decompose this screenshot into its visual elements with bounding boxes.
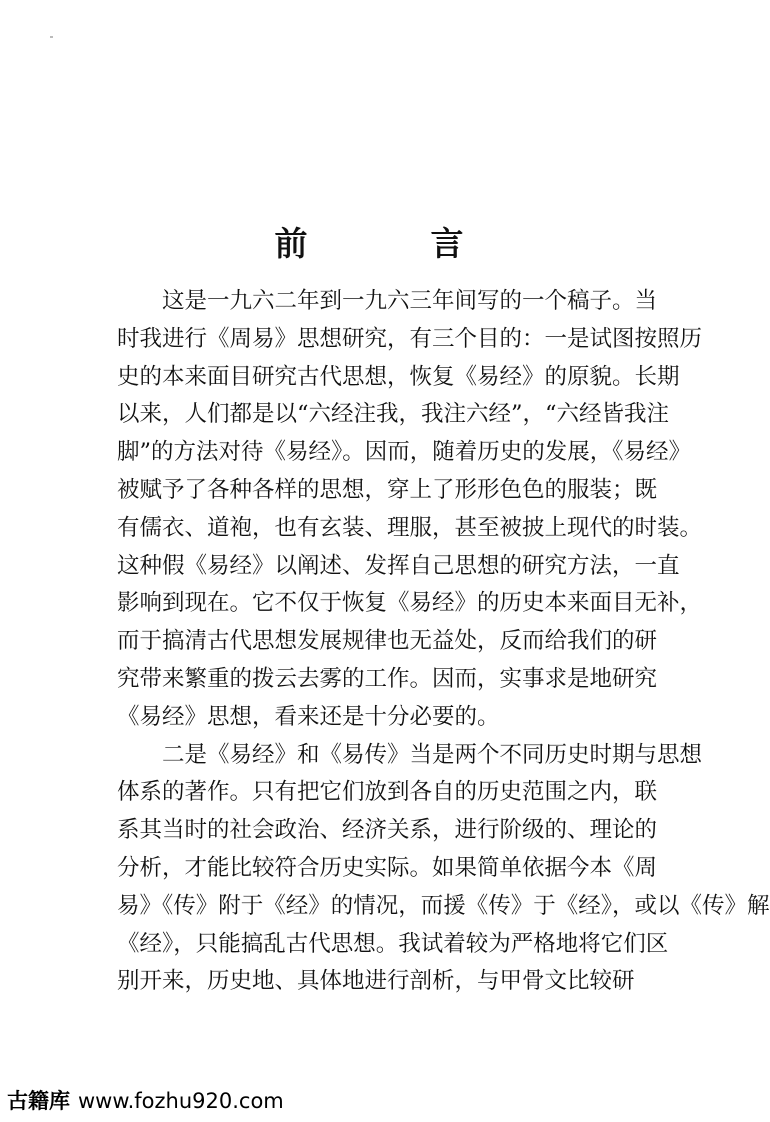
text-line: 分析，才能比较符合历史实际。如果简单依据今本《周 — [117, 854, 658, 881]
text-line: 体系的著作。只有把它们放到各自的历史范围之内，联 — [117, 779, 658, 806]
scan-speck — [50, 36, 53, 38]
text-line: 究带来繁重的拨云去雾的工作。因而，实事求是地研究 — [117, 665, 658, 692]
text-line: 被赋予了各种各样的思想，穿上了形形色色的服装；既 — [117, 476, 658, 503]
text-line: 以来，人们都是以“六经注我，我注六经”，“六经皆我注 — [117, 401, 670, 428]
text-line: 系其当时的社会政治、经济关系，进行阶级的、理论的 — [117, 817, 658, 844]
text-line: 而于搞清古代思想发展规律也无益处，反而给我们的研 — [117, 628, 658, 655]
text-line: 脚”的方法对待《易经》。因而，随着历史的发展，《易经》 — [117, 439, 692, 466]
paragraph-2 — [117, 737, 770, 1002]
paragraph-1 — [117, 283, 703, 737]
text-line: 别开来，历史地、具体地进行剖析，与甲骨文比较研 — [117, 968, 635, 995]
page-title: 前 言 — [274, 224, 509, 263]
text-line: 《易经》思想，看来还是十分必要的。 — [117, 703, 500, 730]
text-line: 时我进行《周易》思想研究，有三个目的：一是试图按照历 — [117, 325, 703, 352]
text-line: 影响到现在。它不仅于恢复《易经》的历史本来面目无补， — [117, 590, 703, 617]
text-line: 这种假《易经》以阐述、发挥自己思想的研究方法，一直 — [117, 552, 680, 579]
text-line: 有儒衣、道袍，也有玄装、理服，甚至被披上现代的时装。 — [117, 514, 703, 541]
watermark-footer — [7, 1085, 284, 1115]
text-line: 这是一九六二年到一九六三年间写的一个稿子。当 — [162, 288, 658, 314]
text-line: 史的本来面目研究古代思想，恢复《易经》的原貌。长期 — [117, 363, 680, 390]
text-line: 易》《传》附于《经》的情况，而援《传》于《经》，或以《传》解 — [117, 892, 770, 919]
text-line: 二是《易经》和《易传》当是两个不同历史时期与思想 — [162, 741, 703, 768]
watermark-brand: 古籍库 — [7, 1089, 70, 1113]
text-line: 《经》，只能搞乱古代思想。我试着较为严格地将它们区 — [117, 930, 669, 957]
body-text — [117, 283, 770, 1001]
watermark-url: www.fozhu920.com — [78, 1089, 284, 1113]
